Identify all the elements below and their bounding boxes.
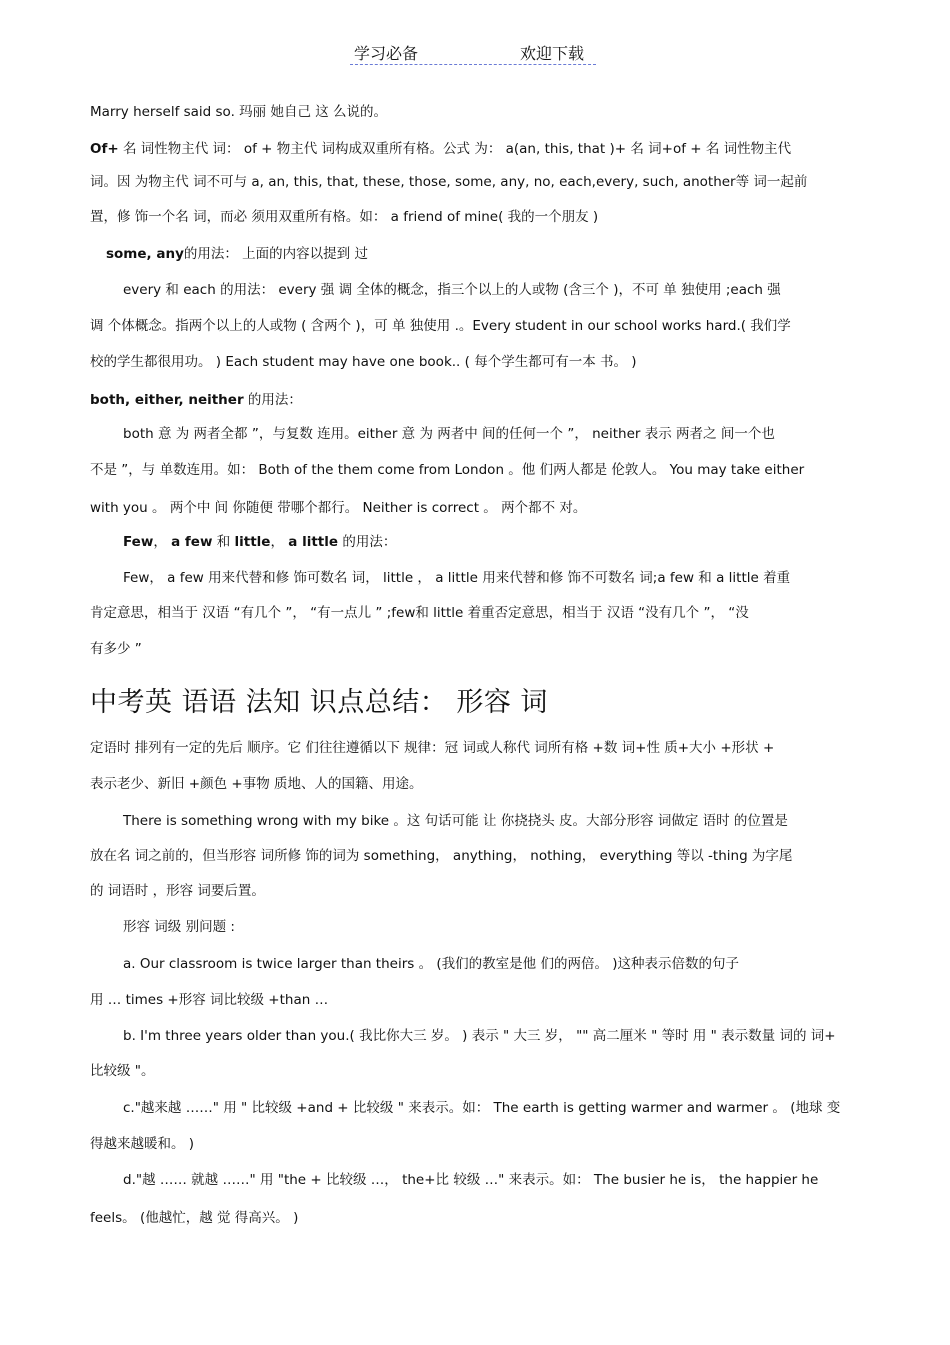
bold-term: a little bbox=[288, 534, 339, 550]
header-right-text: 欢迎下载 bbox=[520, 44, 585, 63]
text-line: 得越来越暖和。 ) bbox=[90, 1136, 195, 1152]
text-line: a. Our classroom is twice larger than theirs 。 (我们的教室是他 们的两倍。 )这种表示倍数的句子 bbox=[123, 956, 739, 972]
text-line: 放在名 词之前的，但当形容 词所修 饰的词为 something， anything， nothing， everything 等以 -thing 为字尾 bbox=[90, 848, 793, 864]
text-line: There is something wrong with my bike 。这 句话可能 让 你挠挠头 皮。大部分形容 词做定 语时 的位置是 bbox=[123, 813, 788, 829]
bold-term: Few bbox=[123, 534, 154, 550]
text-line: 用 … times +形容 词比较级 +than … bbox=[90, 992, 329, 1008]
bold-term: a few bbox=[171, 534, 213, 550]
page-header bbox=[350, 40, 596, 65]
text-line: both 意 为 两者全都 ”，与复数 连用。either 意 为 两者中 间的任何一个 ”， neither 表示 两者之 间一个也 bbox=[123, 426, 775, 442]
text-line: 表示老少、新旧 +颜色 +事物 质地、人的国籍、用途。 bbox=[90, 776, 423, 792]
text-line bbox=[106, 245, 368, 263]
text-line: 有多少 ” bbox=[90, 641, 142, 657]
text-line: 调 个体概念。指两个以上的人或物 ( 含两个 )，可 单 独使用 .。Every student in our school works hard.( 我们学 bbox=[90, 318, 791, 334]
text-line: feels。 (他越忙，越 觉 得高兴。 ) bbox=[90, 1210, 299, 1226]
text-span: ， bbox=[270, 534, 289, 550]
header-left-text: 学习必备 bbox=[354, 44, 419, 63]
bold-term: both, either, neither bbox=[90, 392, 244, 408]
text-span: 名 词性物主代 词： of + 物主代 词构成双重所有格。公式 为： a(an, this, that )+ 名 词+of + 名 词性物主代 bbox=[118, 141, 792, 157]
text-line bbox=[90, 391, 302, 409]
text-span: 的用法： bbox=[338, 534, 397, 550]
text-line: 词。因 为物主代 词不可与 a, an, this, that, these, those, some, any, no, each,every, such, another等 词一起前 bbox=[90, 174, 808, 190]
text-line: every 和 each 的用法： every 强 调 全体的概念，指三个以上的人或物 (含三个 )，不可 单 独使用 ;each 强 bbox=[123, 282, 781, 298]
text-line: Marry herself said so. 玛丽 她自己 这 么说的。 bbox=[90, 104, 388, 120]
text-span: 和 bbox=[212, 534, 235, 550]
text-line: b. I'm three years older than you.( 我比你大三 岁。 ) 表示 " 大三 岁， "" 高二厘米 " 等时 用 " 表示数量 词的 词+ bbox=[123, 1028, 836, 1044]
text-span: 的用法： 上面的内容以提到 过 bbox=[183, 246, 368, 262]
text-line: 的 词语时 ，形容 词要后置。 bbox=[90, 883, 265, 899]
section-heading: 中考英 语语 法知 识点总结： 形容 词 bbox=[90, 687, 548, 718]
text-line: c."越来越 ……" 用 " 比较级 +and + 比较级 " 来表示。如： The earth is getting warmer and warmer 。 (地球 变 bbox=[123, 1100, 841, 1116]
bold-term: some, any bbox=[106, 246, 184, 262]
text-line: 校的学生都很用功。 ) Each student may have one book.. ( 每个学生都可有一本 书。 ) bbox=[90, 354, 637, 370]
text-line: 定语时 排列有一定的先后 顺序。它 们往往遵循以下 规律：冠 词或人称代 词所有格 +数 词+性 质+大小 +形状 + bbox=[90, 740, 775, 756]
text-span: 的用法： bbox=[243, 392, 302, 408]
text-line: 比较级 "。 bbox=[90, 1063, 155, 1079]
text-line: d."越 …… 就越 ……" 用 "the + 比较级 …， the+比 较级 …" 来表示。如： The busier he is， the happier he bbox=[123, 1172, 819, 1188]
text-line bbox=[90, 140, 791, 158]
text-line: with you 。 两个中 间 你随便 带哪个都行。 Neither is correct 。 两个都不 对。 bbox=[90, 500, 587, 516]
bold-term: little bbox=[234, 534, 271, 550]
bold-term: Of+ bbox=[90, 141, 119, 157]
text-line: 不是 ”，与 单数连用。如： Both of the them come from London 。他 们两人都是 伦敦人。 You may take either bbox=[90, 462, 805, 478]
text-line: 置，修 饰一个名 词，而必 须用双重所有格。如： a friend of mine( 我的一个朋友 ) bbox=[90, 209, 599, 225]
text-line: Few， a few 用来代替和修 饰可数名 词， little ， a little 用来代替和修 饰不可数名 词;a few 和 a little 着重 bbox=[123, 570, 791, 586]
text-line bbox=[123, 533, 396, 551]
text-line: 形容 词级 别问题 : bbox=[123, 919, 235, 935]
text-line: 肯定意思，相当于 汉语 “有几个 ”， “有一点儿 ” ;few和 little 着重否定意思，相当于 汉语 “没有几个 ”， “没 bbox=[90, 605, 749, 621]
text-span: ， bbox=[153, 534, 172, 550]
